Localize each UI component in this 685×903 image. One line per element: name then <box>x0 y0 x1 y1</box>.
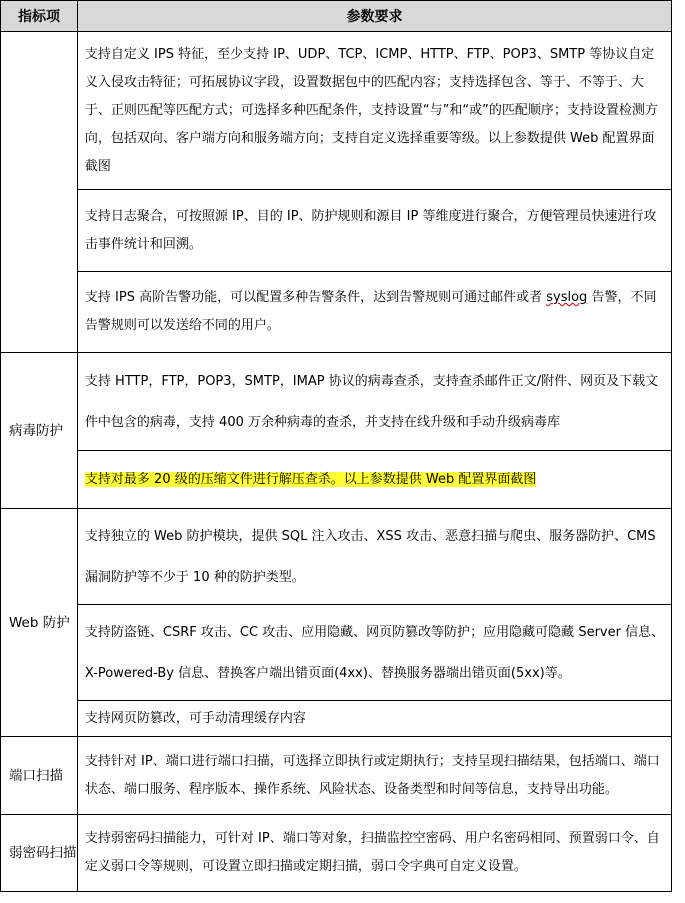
table-header-row <box>1 1 685 32</box>
requirement-anti-tamper: 支持网页防篡改，可手动清理缓存内容 <box>77 701 671 737</box>
category-cell <box>1 32 78 353</box>
requirement-port-scan: 支持针对 IP、端口进行端口扫描，可选择立即执行或定期执行；支持呈现扫描结果，包括端口、端口状态、端口服务、程序版本、操作系统、风险状态、设备类型和时间等信息，支持导出功能。 <box>77 737 671 815</box>
highlighted-text: 支持对最多 20 级的压缩文件进行解压查杀。以上参数提供 Web 配置界面截图 <box>84 471 537 487</box>
requirement-archive-scan <box>77 451 671 509</box>
category-virus-protection: 病毒防护 <box>1 353 78 509</box>
requirement-log-aggregation: 支持日志聚合，可按照源 IP、目的 IP、防护规则和源目 IP 等维度进行聚合，方便管理员快速进行攻击事件统计和回溯。 <box>77 190 671 272</box>
table-row <box>1 272 685 353</box>
header-requirements: 参数要求 <box>77 1 671 32</box>
table-row <box>1 815 685 892</box>
table-row <box>1 509 685 605</box>
requirement-weak-password: 支持弱密码扫描能力，可针对 IP、端口等对象，扫描监控空密码、用户名密码相同、预置弱口令、自定义弱口令等规则，可设置立即扫描或定期扫描，弱口令字典可自定义设置。 <box>77 815 671 892</box>
table-row <box>1 701 685 737</box>
header-indicator: 指标项 <box>1 1 78 32</box>
requirement-anti-hotlink: 支持防盗链、CSRF 攻击、CC 攻击、应用隐藏、网页防篡改等防护；应用隐藏可隐藏 Server 信息、X-Powered-By 信息、替换客户端出错页面(4xx)、替换服务器端出错页面(5xx)等。 <box>77 605 671 701</box>
requirement-ips-signature: 支持自定义 IPS 特征，至少支持 IP、UDP、TCP、ICMP、HTTP、FTP、POP3、SMTP 等协议自定义入侵攻击特征；可拓展协议字段，设置数据包中的匹配内容；支持选择包含、等于、不等于、大于、正则匹配等匹配方式；可选择多种匹配条件，支持设置“与”和“或”的匹配顺序；支持设置检测方向，包括双向、客户端方向和服务端方向；支持自定义选择重要等级。以上参数提供 Web 配置界面截图 <box>77 32 671 190</box>
syslog-term: syslog <box>546 290 588 305</box>
table-row <box>1 737 685 815</box>
category-weak-password-scan: 弱密码扫描 <box>1 815 78 892</box>
category-web-protection: Web 防护 <box>1 509 78 737</box>
table-row <box>1 32 685 190</box>
requirement-ips-alert: 支持 IPS 高阶告警功能，可以配置多种告警条件，达到告警规则可通过邮件或者 syslog 告警，不同告警规则可以发送给不同的用户。 <box>77 272 671 353</box>
table-row <box>1 190 685 272</box>
table-row <box>1 605 685 701</box>
requirement-web-module: 支持独立的 Web 防护模块，提供 SQL 注入攻击、XSS 攻击、恶意扫描与爬虫、服务器防护、CMS 漏洞防护等不少于 10 种的防护类型。 <box>77 509 671 605</box>
table-row <box>1 451 685 509</box>
requirement-virus-scan: 支持 HTTP，FTP，POP3，SMTP，IMAP 协议的病毒查杀，支持查杀邮件正文/附件、网页及下载文件中包含的病毒，支持 400 万余种病毒的查杀，并支持在线升级和手动升级病毒库 <box>77 353 671 451</box>
table-row <box>1 353 685 451</box>
category-port-scan: 端口扫描 <box>1 737 78 815</box>
